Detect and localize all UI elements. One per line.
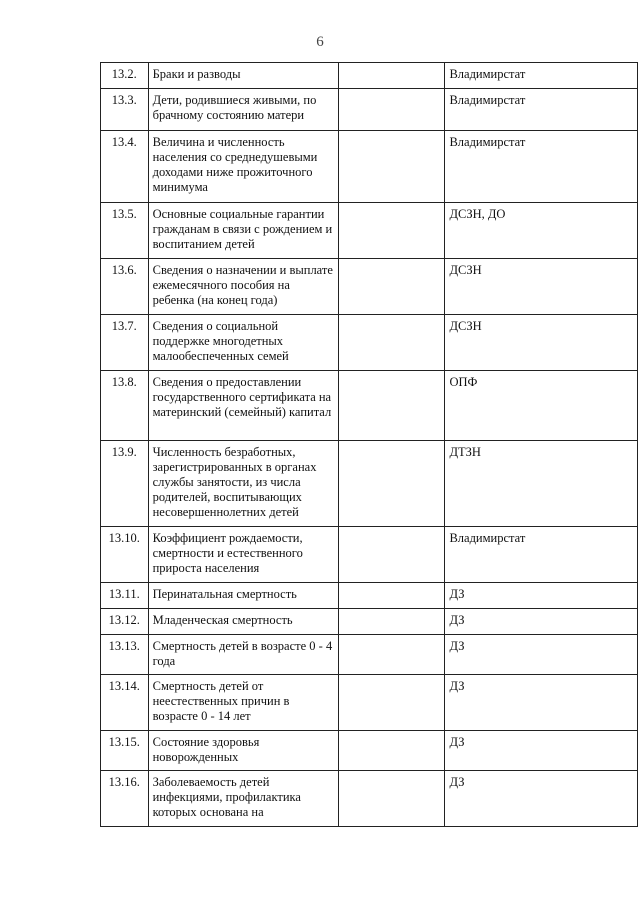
source-cell: ДСЗН, ДО	[445, 203, 638, 259]
source-cell: Владимирстат	[445, 131, 638, 203]
source-cell: ОПФ	[445, 371, 638, 441]
empty-cell	[339, 371, 445, 441]
empty-cell	[339, 675, 445, 731]
row-number: 13.12.	[101, 609, 149, 635]
empty-cell	[339, 203, 445, 259]
source-cell: ДЗ	[445, 731, 638, 771]
empty-cell	[339, 635, 445, 675]
source-cell: ДЗ	[445, 635, 638, 675]
indicator-name: Дети, родившиеся живыми, по брачному состоянию матери	[148, 89, 338, 131]
table-row	[101, 731, 638, 771]
indicator-name: Величина и численность населения со среднедушевыми доходами ниже прожиточного минимума	[148, 131, 338, 203]
row-number: 13.9.	[101, 441, 149, 527]
table-row	[101, 63, 638, 89]
empty-cell	[339, 771, 445, 827]
source-cell: ДЗ	[445, 675, 638, 731]
indicator-name: Смертность детей от неестественных причин в возрасте 0 - 14 лет	[148, 675, 338, 731]
empty-cell	[339, 315, 445, 371]
table-row	[101, 675, 638, 731]
indicator-name: Основные социальные гарантии гражданам в связи с рождением и воспитанием детей	[148, 203, 338, 259]
table-row	[101, 771, 638, 827]
indicator-name: Смертность детей в возрасте 0 - 4 года	[148, 635, 338, 675]
source-cell: ДТЗН	[445, 441, 638, 527]
source-cell: Владимирстат	[445, 63, 638, 89]
empty-cell	[339, 441, 445, 527]
empty-cell	[339, 583, 445, 609]
row-number: 13.10.	[101, 527, 149, 583]
indicator-name: Сведения о назначении и выплате ежемесячного пособия на ребенка (на конец года)	[148, 259, 338, 315]
indicator-name: Численность безработных, зарегистрированных в органах службы занятости, из числа родителей, воспитывающих несовершеннолетних детей	[148, 441, 338, 527]
indicator-name: Сведения о социальной поддержке многодетных малообеспеченных семей	[148, 315, 338, 371]
row-number: 13.15.	[101, 731, 149, 771]
source-cell: ДЗ	[445, 609, 638, 635]
page-number: 6	[316, 34, 324, 50]
source-cell: ДЗ	[445, 583, 638, 609]
empty-cell	[339, 609, 445, 635]
statistics-table	[100, 62, 638, 827]
empty-cell	[339, 131, 445, 203]
table-row	[101, 527, 638, 583]
row-number: 13.13.	[101, 635, 149, 675]
table-row	[101, 635, 638, 675]
source-cell: ДСЗН	[445, 315, 638, 371]
row-number: 13.7.	[101, 315, 149, 371]
row-number: 13.16.	[101, 771, 149, 827]
indicator-name: Состояние здоровья новорожденных	[148, 731, 338, 771]
row-number: 13.3.	[101, 89, 149, 131]
row-number: 13.4.	[101, 131, 149, 203]
indicator-name: Заболеваемость детей инфекциями, профилактика которых основана на	[148, 771, 338, 827]
table-row	[101, 371, 638, 441]
empty-cell	[339, 89, 445, 131]
row-number: 13.2.	[101, 63, 149, 89]
empty-cell	[339, 527, 445, 583]
row-number: 13.8.	[101, 371, 149, 441]
empty-cell	[339, 731, 445, 771]
indicator-name: Перинатальная смертность	[148, 583, 338, 609]
row-number: 13.14.	[101, 675, 149, 731]
table-row	[101, 259, 638, 315]
source-cell: ДСЗН	[445, 259, 638, 315]
source-cell: ДЗ	[445, 771, 638, 827]
indicator-name: Браки и разводы	[148, 63, 338, 89]
empty-cell	[339, 63, 445, 89]
table-row	[101, 131, 638, 203]
source-cell: Владимирстат	[445, 89, 638, 131]
empty-cell	[339, 259, 445, 315]
row-number: 13.11.	[101, 583, 149, 609]
table-row	[101, 609, 638, 635]
table-row	[101, 441, 638, 527]
row-number: 13.6.	[101, 259, 149, 315]
table-row	[101, 203, 638, 259]
indicator-name: Младенческая смертность	[148, 609, 338, 635]
table-row	[101, 315, 638, 371]
source-cell: Владимирстат	[445, 527, 638, 583]
table-row	[101, 89, 638, 131]
row-number: 13.5.	[101, 203, 149, 259]
indicator-name: Коэффициент рождаемости, смертности и естественного прироста населения	[148, 527, 338, 583]
table-row	[101, 583, 638, 609]
indicator-name: Сведения о предоставлении государственного сертификата на материнский (семейный) капитал	[148, 371, 338, 441]
